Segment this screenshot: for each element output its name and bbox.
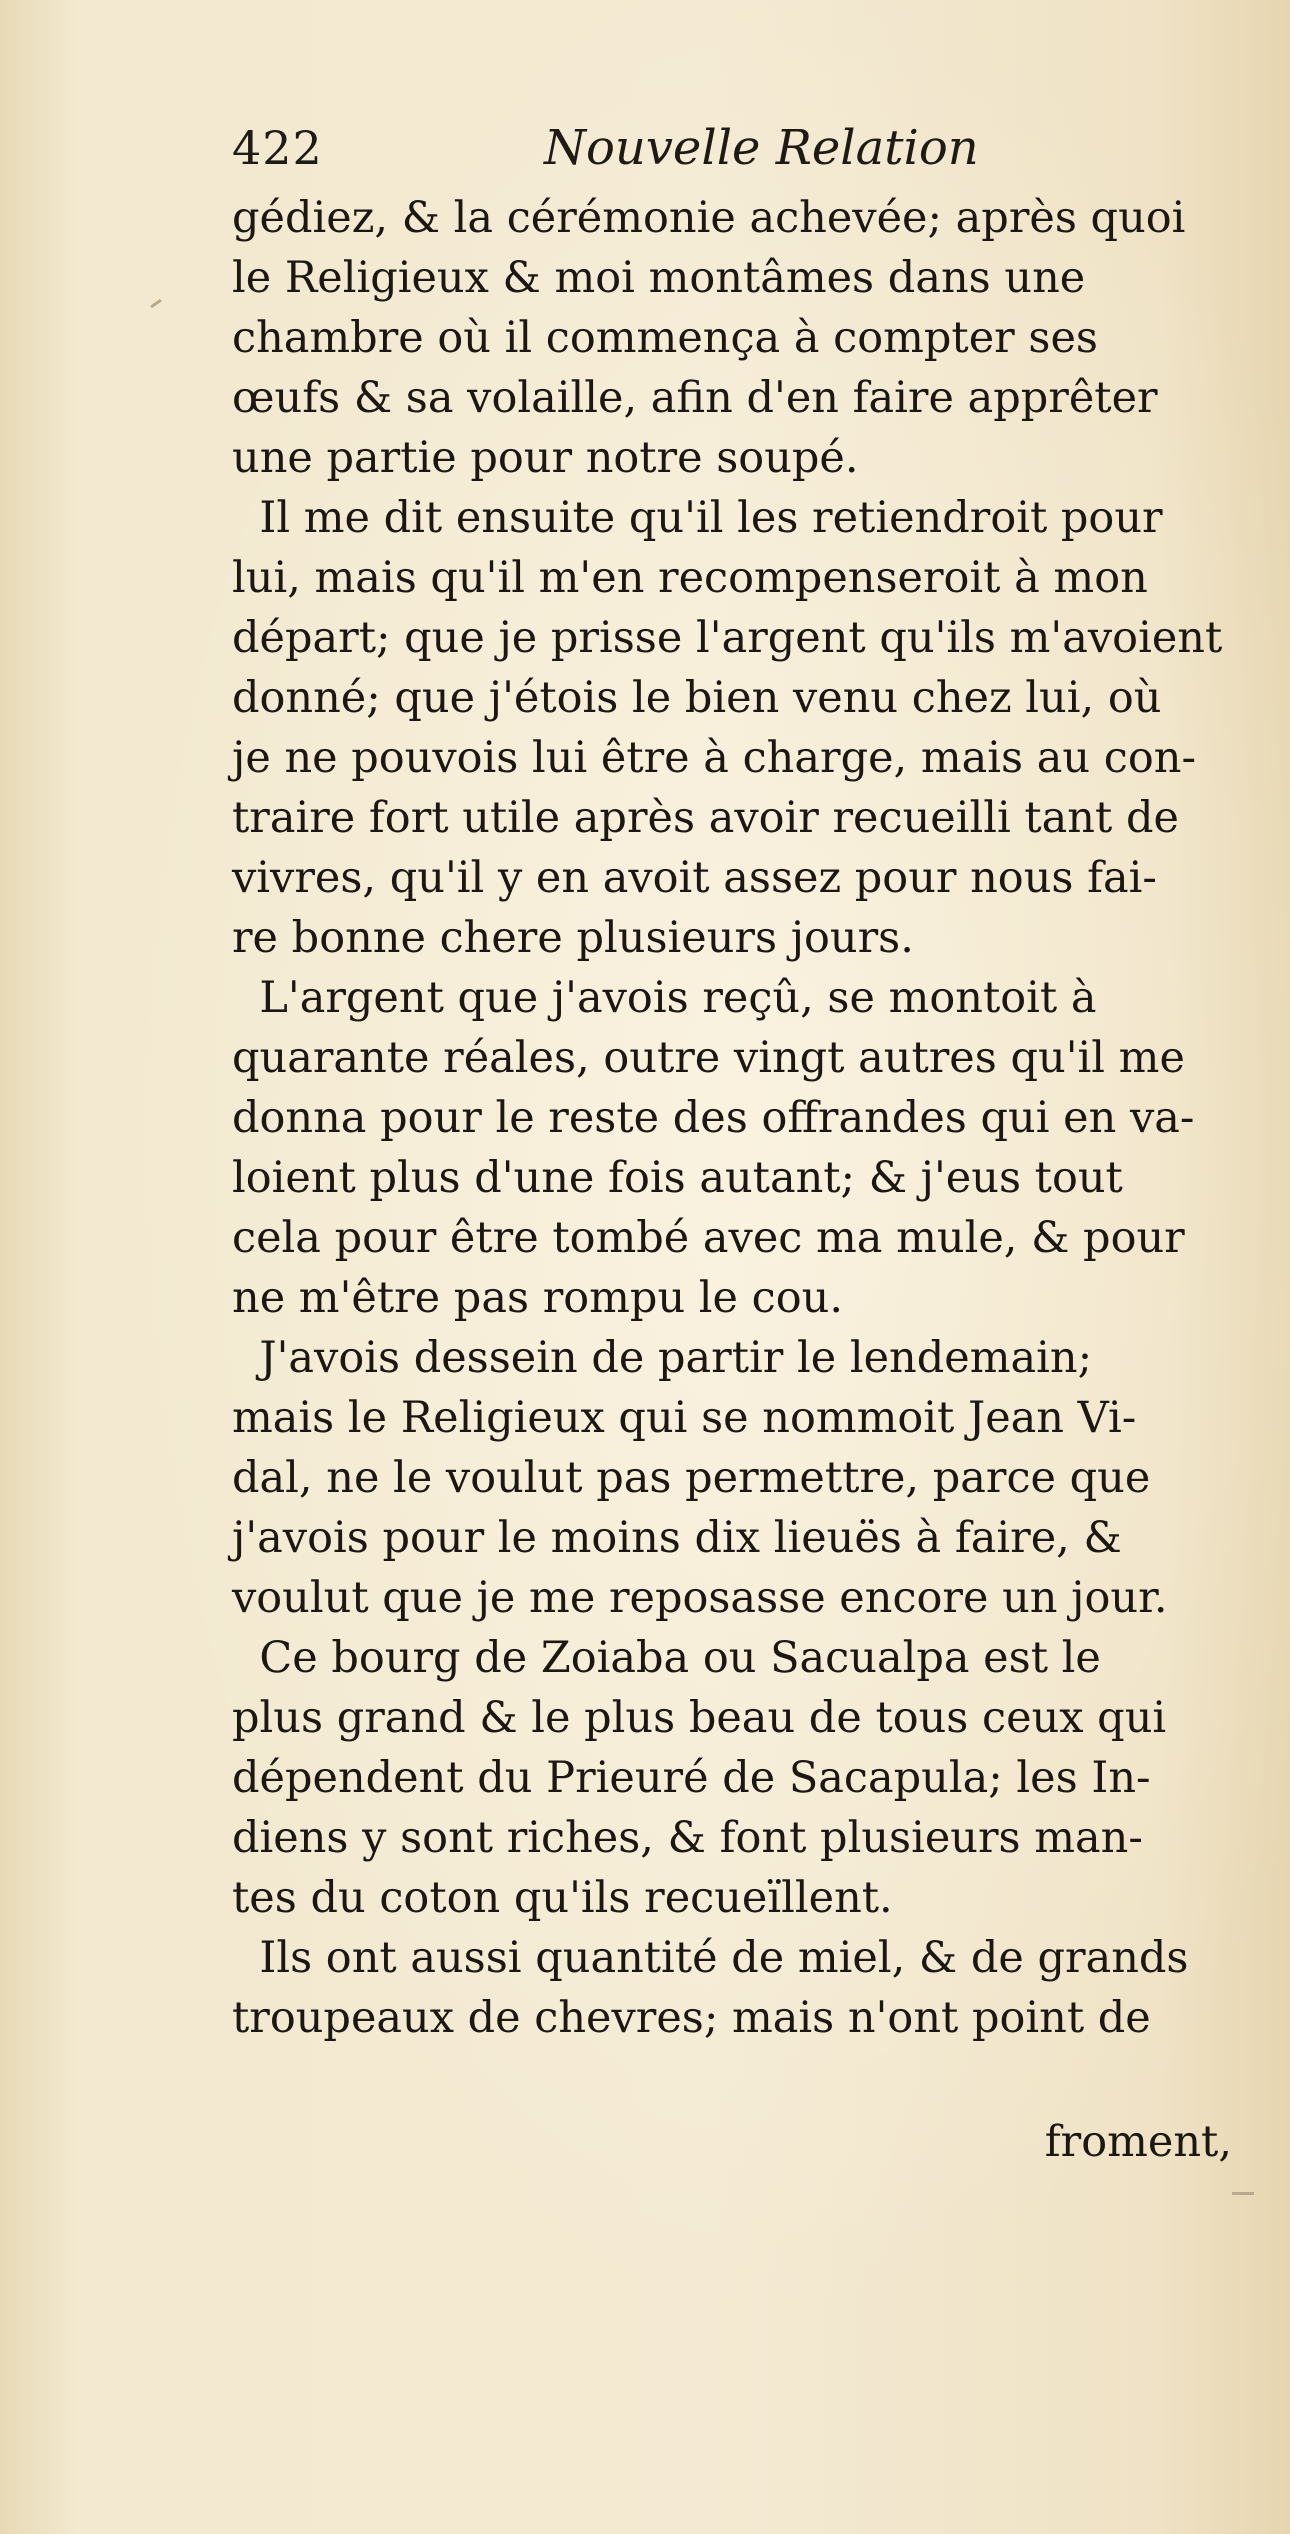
text-line: chambre où il commença à compter ses: [232, 313, 1098, 363]
catchword-row: [232, 2112, 1232, 2172]
text-line: cela pour être tombé avec ma mule, & pour: [232, 1213, 1185, 1263]
text-line: lui, mais qu'il m'en recompenseroit à mon: [232, 553, 1148, 603]
text-line: diens y sont riches, & font plusieurs man-: [232, 1813, 1143, 1863]
text-line: dépendent du Prieuré de Sacapula; les In-: [232, 1753, 1151, 1803]
body-text: [232, 188, 1232, 2048]
text-line: re bonne chere plusieurs jours.: [232, 913, 914, 963]
text-line: je ne pouvois lui être à charge, mais au con-: [232, 733, 1196, 783]
text-line: L'argent que j'avois reçû, se montoit à: [232, 973, 1097, 1023]
paper-speck: [1232, 2192, 1254, 2195]
text-line: traire fort utile après avoir recueilli tant de: [232, 793, 1179, 843]
text-line: donné; que j'étois le bien venu chez lui, où: [232, 673, 1162, 723]
text-line: plus grand & le plus beau de tous ceux qui: [232, 1693, 1167, 1743]
text-line: quarante réales, outre vingt autres qu'il me: [232, 1033, 1185, 1083]
text-line: vivres, qu'il y en avoit assez pour nous fai-: [232, 853, 1157, 903]
text-line: œufs & sa volaille, afin d'en faire apprêter: [232, 373, 1158, 423]
text-line: troupeaux de chevres; mais n'ont point de: [232, 1993, 1151, 2043]
text-line: le Religieux & moi montâmes dans une: [232, 253, 1086, 303]
text-line: Il me dit ensuite qu'il les retiendroit pour: [232, 493, 1163, 543]
text-line: voulut que je me reposasse encore un jour.: [232, 1573, 1168, 1623]
text-line: dal, ne le voulut pas permettre, parce que: [232, 1453, 1151, 1503]
text-line: Ce bourg de Zoiaba ou Sacualpa est le: [232, 1633, 1101, 1683]
catchword: froment,: [1044, 2117, 1232, 2167]
text-line: ne m'être pas rompu le cou.: [232, 1273, 844, 1323]
text-line: gédiez, & la cérémonie achevée; après quoi: [232, 193, 1186, 243]
text-line: tes du coton qu'ils recueïllent.: [232, 1873, 893, 1923]
page-number: 422: [232, 121, 323, 175]
paper-speck: [150, 299, 162, 308]
text-line: J'avois dessein de partir le lendemain;: [232, 1333, 1093, 1383]
text-line: Ils ont aussi quantité de miel, & de grands: [232, 1933, 1189, 1983]
text-line: donna pour le reste des offrandes qui en va-: [232, 1093, 1195, 1143]
text-line: départ; que je prisse l'argent qu'ils m'avoient: [232, 613, 1223, 663]
page-header: [232, 118, 992, 178]
text-line: j'avois pour le moins dix lieuës à faire, &: [232, 1513, 1122, 1563]
running-title: Nouvelle Relation: [544, 120, 979, 176]
text-line: mais le Religieux qui se nommoit Jean Vi-: [232, 1393, 1137, 1443]
text-line: une partie pour notre soupé.: [232, 433, 859, 483]
text-line: loient plus d'une fois autant; & j'eus tout: [232, 1153, 1123, 1203]
